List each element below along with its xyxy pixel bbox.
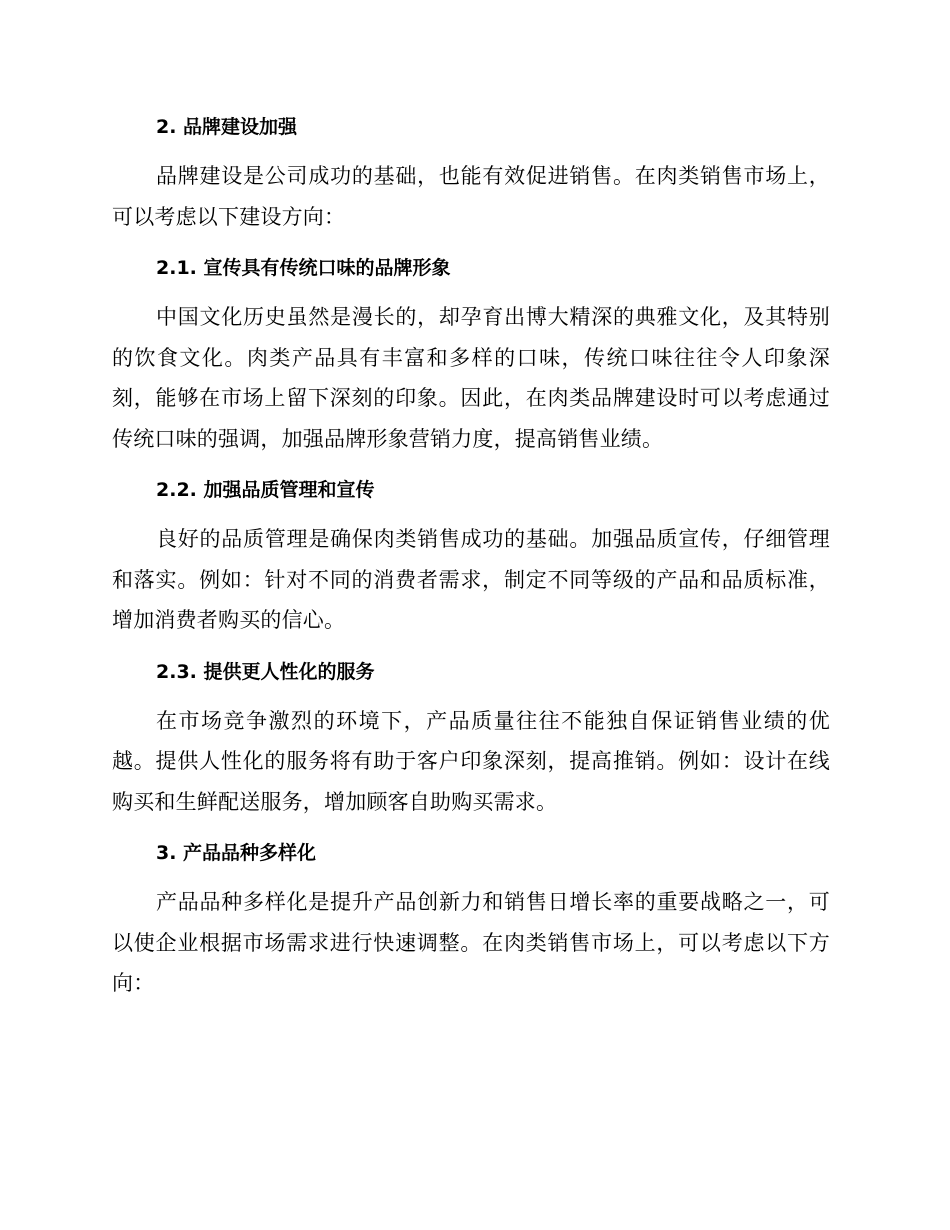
section-heading-2-2: 2.2. 加强品质管理和宣传 bbox=[156, 479, 375, 501]
section-paragraph-2-2: 良好的品质管理是确保肉类销售成功的基础。加强品质宣传，仔细管理和落实。例如：针对不同的消费者需求，制定不同等级的产品和品质标准，增加消费者购买的信心。 bbox=[112, 527, 830, 632]
section-heading-2: 2. 品牌建设加强 bbox=[156, 116, 298, 138]
section-heading-2-1: 2.1. 宣传具有传统口味的品牌形象 bbox=[156, 257, 451, 279]
section-heading-2-3: 2.3. 提供更人性化的服务 bbox=[156, 660, 375, 683]
section-heading-3: 3. 产品品种多样化 bbox=[156, 842, 317, 864]
section-paragraph-2-1: 中国文化历史虽然是漫长的，却孕育出博大精深的典雅文化，及其特别的饮食文化。肉类产品具有丰富和多样的口味，传统口味往往令人印象深刻，能够在市场上留下深刻的印象。因此，在肉类品牌建设时可以考虑通过传统口味的强调，加强品牌形象营销力度，提高销售业绩。 bbox=[112, 305, 830, 451]
section-paragraph-3: 产品品种多样化是提升产品创新力和销售日增长率的重要战略之一，可以使企业根据市场需求进行快速调整。在肉类销售市场上，可以考虑以下方向： bbox=[112, 890, 830, 995]
section-paragraph-2-3: 在市场竞争激烈的环境下，产品质量往往不能独自保证销售业绩的优越。提供人性化的服务将有助于客户印象深刻，提高推销。例如：设计在线购买和生鲜配送服务，增加顾客自助购买需求。 bbox=[112, 708, 830, 814]
document-body bbox=[112, 108, 830, 1016]
section-paragraph-2: 品牌建设是公司成功的基础，也能有效促进销售。在肉类销售市场上，可以考虑以下建设方向： bbox=[112, 164, 830, 229]
